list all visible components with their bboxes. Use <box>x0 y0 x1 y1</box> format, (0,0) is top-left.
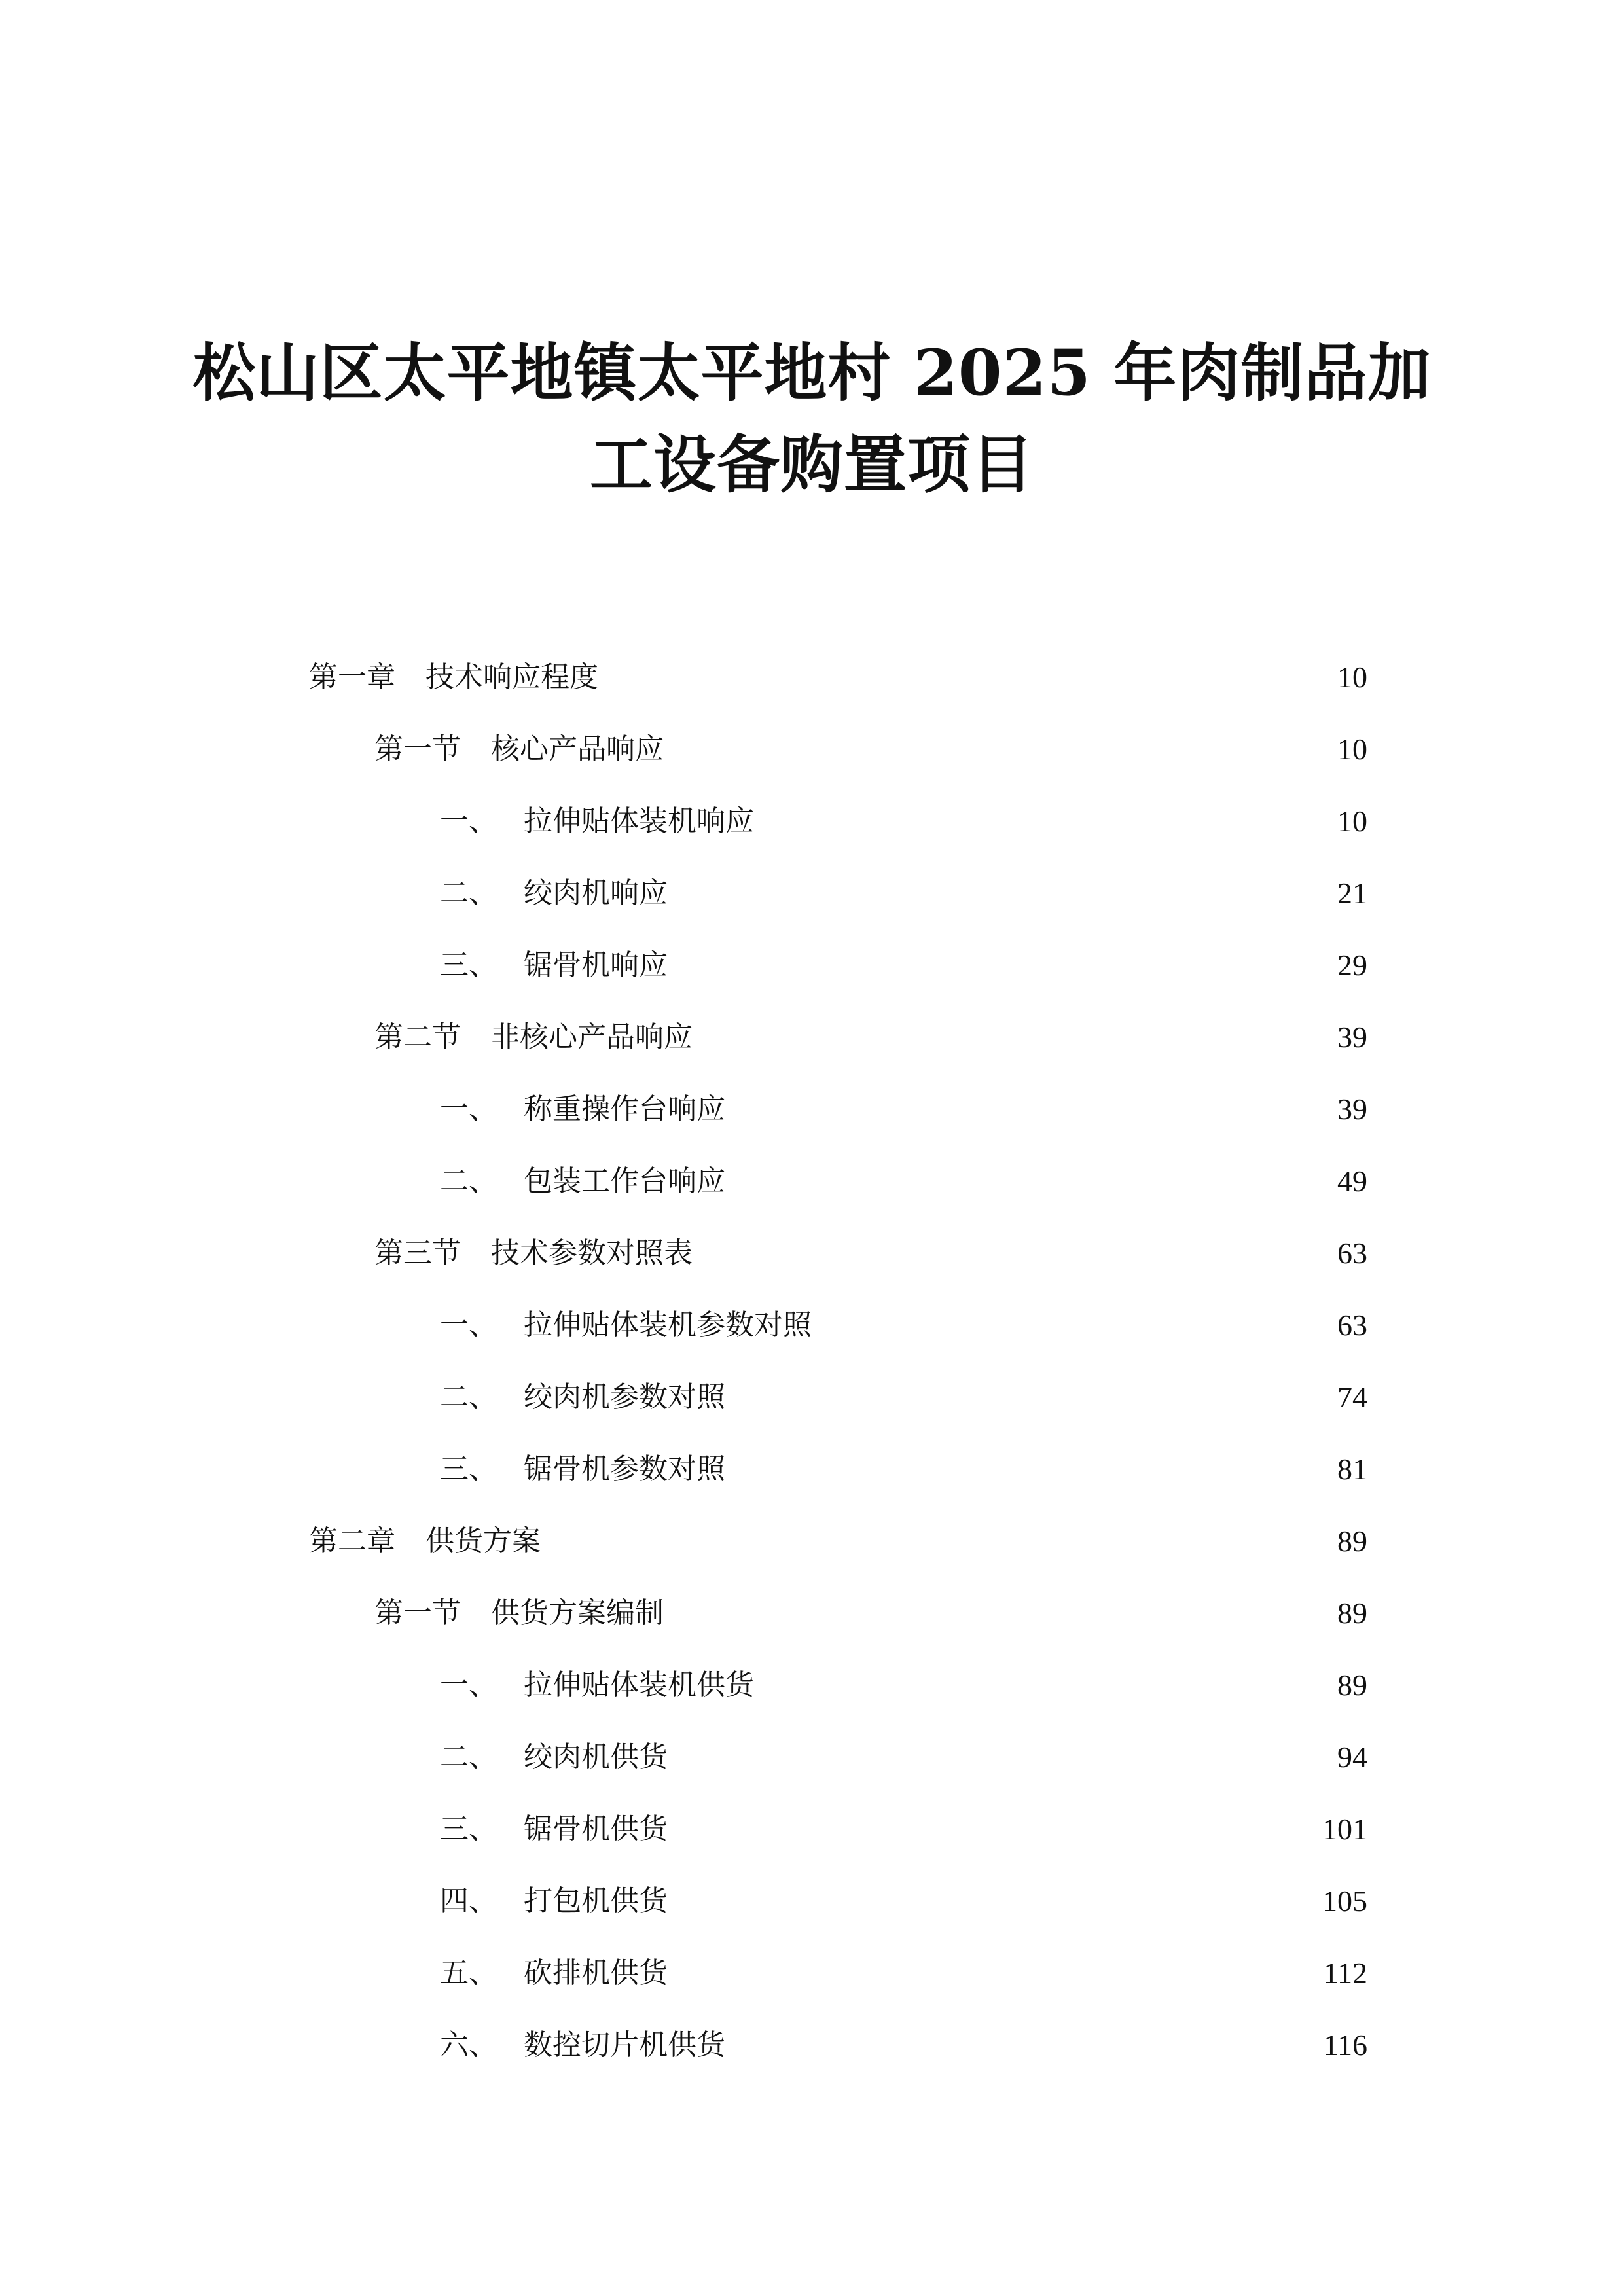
toc-entry-number: 五、 <box>440 1956 497 1990</box>
toc-entry-label: 供货方案 <box>425 1524 541 1558</box>
toc-entry-number: 三、 <box>440 1452 497 1486</box>
toc-entry-page: 63 <box>1337 1236 1367 1270</box>
toc-entry-page: 89 <box>1337 1524 1367 1558</box>
dot-leader <box>700 1018 1293 1057</box>
dot-leader <box>672 730 1293 769</box>
dot-leader <box>676 946 1293 985</box>
toc-entry-number: 第二节 <box>374 1020 461 1054</box>
document-title <box>0 327 1624 511</box>
toc-entry-number: 二、 <box>440 1164 497 1198</box>
dot-leader <box>700 1234 1293 1273</box>
toc-entry-page: 10 <box>1337 732 1367 766</box>
toc-entry-label: 数控切片机供货 <box>524 2028 725 2062</box>
toc-entry-page: 112 <box>1323 1956 1367 1990</box>
toc-entry-item[interactable] <box>0 857 1624 929</box>
toc-entry-chapter-1[interactable] <box>0 641 1624 713</box>
toc-entry-number: 一、 <box>440 1308 497 1342</box>
toc-entry-chapter-2[interactable] <box>0 1505 1624 1577</box>
dot-leader <box>733 1378 1293 1417</box>
toc-entry-label: 锯骨机响应 <box>524 948 668 982</box>
document-title-line-2: 工设备购置项目 <box>590 427 1034 501</box>
toc-entry-section-1-2[interactable] <box>0 1001 1624 1073</box>
dot-leader <box>733 1450 1293 1489</box>
dot-leader <box>733 1162 1293 1201</box>
toc-entry-section-2-1[interactable] <box>0 1577 1624 1649</box>
toc-entry-number: 三、 <box>440 1812 497 1846</box>
toc-entry-number: 一、 <box>440 1092 497 1126</box>
toc-entry-label: 锯骨机参数对照 <box>524 1452 725 1486</box>
toc-entry-page: 39 <box>1337 1020 1367 1054</box>
toc-entry-number: 第三节 <box>374 1236 461 1270</box>
toc-entry-label: 拉伸贴体装机供货 <box>524 1668 754 1702</box>
toc-entry-page: 81 <box>1337 1452 1367 1486</box>
toc-entry-section-1-3[interactable] <box>0 1217 1624 1289</box>
toc-entry-item[interactable] <box>0 1289 1624 1361</box>
toc-entry-section-1-1[interactable] <box>0 713 1624 785</box>
toc-entry-label: 绞肉机响应 <box>524 876 668 910</box>
toc-entry-number: 一、 <box>440 1668 497 1702</box>
toc-entry-label: 锯骨机供货 <box>524 1812 668 1846</box>
toc-entry-page: 89 <box>1337 1668 1367 1702</box>
toc-entry-item[interactable] <box>0 1145 1624 1217</box>
toc-entry-label: 绞肉机供货 <box>524 1740 668 1774</box>
toc-entry-page: 29 <box>1337 948 1367 982</box>
dot-leader <box>549 1522 1293 1561</box>
toc-entry-label: 绞肉机参数对照 <box>524 1380 725 1414</box>
dot-leader <box>606 658 1293 697</box>
toc-entry-label: 包装工作台响应 <box>524 1164 725 1198</box>
toc-entry-page: 74 <box>1337 1380 1367 1414</box>
dot-leader <box>676 874 1293 913</box>
dot-leader <box>733 2026 1293 2065</box>
dot-leader <box>676 1954 1293 1993</box>
dot-leader <box>672 1594 1293 1633</box>
toc-entry-page: 39 <box>1337 1092 1367 1126</box>
dot-leader <box>676 1738 1293 1777</box>
toc-entry-page: 105 <box>1322 1884 1367 1918</box>
dot-leader <box>762 802 1293 841</box>
toc-entry-number: 六、 <box>440 2028 497 2062</box>
toc-entry-label: 供货方案编制 <box>491 1596 664 1630</box>
document-title-line-1: 松山区太平地镇太平地村 2025 年肉制品加 <box>192 336 1432 410</box>
toc-entry-page: 10 <box>1337 660 1367 694</box>
dot-leader <box>762 1666 1293 1705</box>
toc-entry-page: 49 <box>1337 1164 1367 1198</box>
toc-entry-label: 核心产品响应 <box>491 732 664 766</box>
toc-entry-number: 二、 <box>440 1740 497 1774</box>
toc-entry-number: 三、 <box>440 948 497 982</box>
dot-leader <box>820 1306 1293 1345</box>
toc-entry-item[interactable] <box>0 1721 1624 1793</box>
toc-entry-number: 四、 <box>440 1884 497 1918</box>
toc-entry-label: 非核心产品响应 <box>491 1020 693 1054</box>
toc-entry-item[interactable] <box>0 2009 1624 2081</box>
toc-entry-label: 拉伸贴体装机参数对照 <box>524 1308 812 1342</box>
dot-leader <box>733 1090 1293 1129</box>
toc-entry-page: 89 <box>1337 1596 1367 1630</box>
toc-entry-item[interactable] <box>0 785 1624 857</box>
toc-entry-label: 技术响应程度 <box>425 660 598 694</box>
toc-entry-item[interactable] <box>0 929 1624 1001</box>
toc-entry-label: 称重操作台响应 <box>524 1092 725 1126</box>
toc-entry-number: 第一章 <box>309 660 395 694</box>
toc-entry-number: 一、 <box>440 804 497 838</box>
toc-entry-item[interactable] <box>0 1649 1624 1721</box>
dot-leader <box>676 1882 1293 1921</box>
toc-entry-item[interactable] <box>0 1361 1624 1433</box>
toc-entry-number: 第一节 <box>374 732 461 766</box>
toc-entry-number: 二、 <box>440 1380 497 1414</box>
toc-entry-page: 21 <box>1337 876 1367 910</box>
toc-entry-item[interactable] <box>0 1073 1624 1145</box>
toc-entry-number: 二、 <box>440 876 497 910</box>
toc-entry-label: 砍排机供货 <box>524 1956 668 1990</box>
toc-entry-item[interactable] <box>0 1793 1624 1865</box>
toc-entry-item[interactable] <box>0 1937 1624 2009</box>
toc-entry-number: 第一节 <box>374 1596 461 1630</box>
toc-entry-page: 94 <box>1337 1740 1367 1774</box>
toc-entry-page: 63 <box>1337 1308 1367 1342</box>
table-of-contents <box>0 641 1624 2081</box>
toc-entry-page: 101 <box>1322 1812 1367 1846</box>
toc-entry-number: 第二章 <box>309 1524 395 1558</box>
toc-entry-label: 打包机供货 <box>524 1884 668 1918</box>
toc-entry-page: 116 <box>1323 2028 1367 2062</box>
toc-entry-label: 拉伸贴体装机响应 <box>524 804 754 838</box>
toc-entry-label: 技术参数对照表 <box>491 1236 693 1270</box>
dot-leader <box>676 1810 1293 1849</box>
toc-entry-item[interactable] <box>0 1865 1624 1937</box>
toc-entry-page: 10 <box>1337 804 1367 838</box>
toc-entry-item[interactable] <box>0 1433 1624 1505</box>
